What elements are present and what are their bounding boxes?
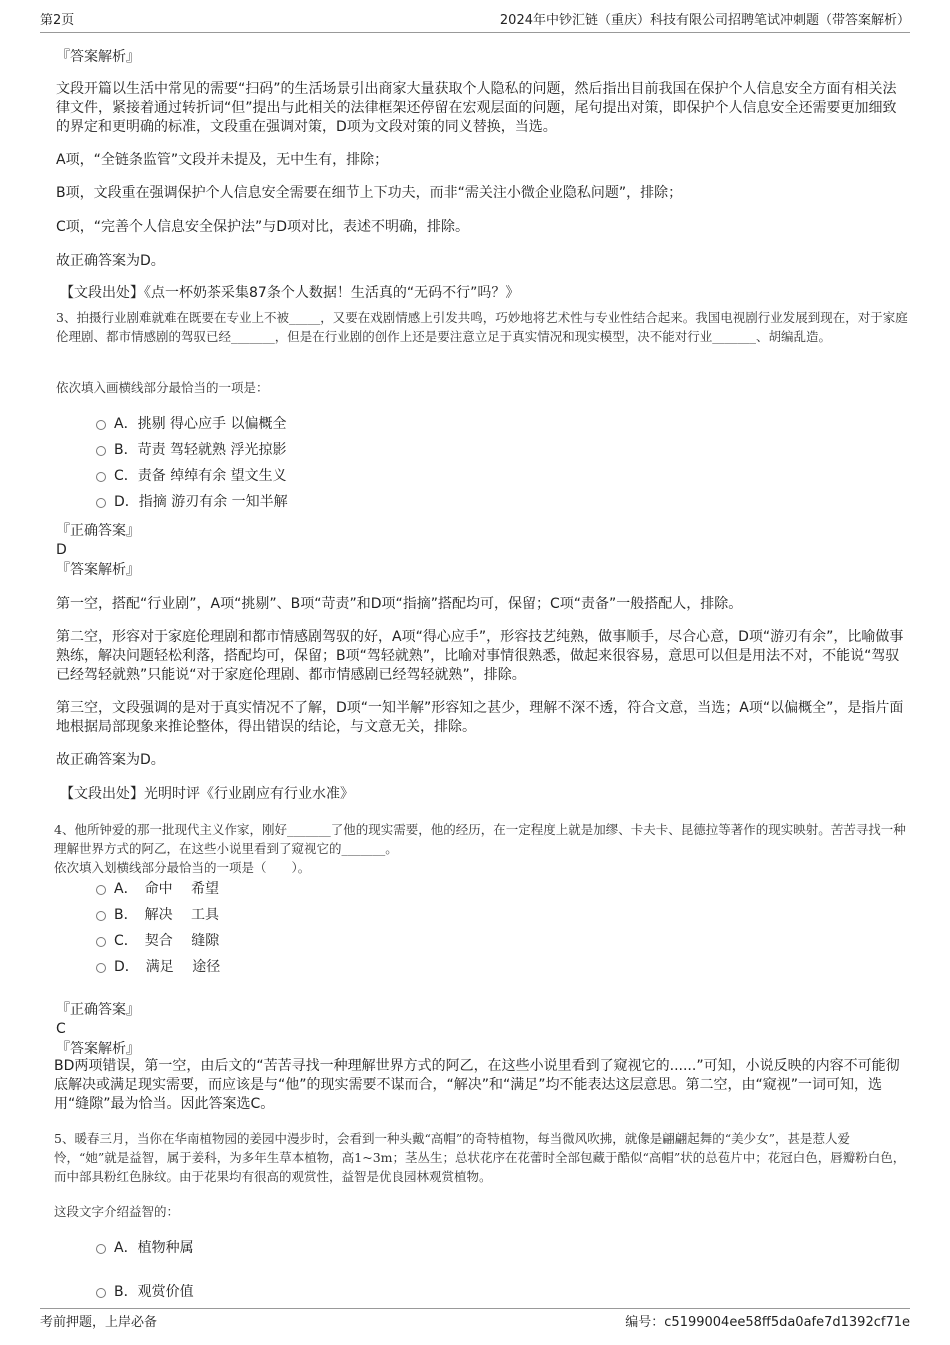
- option-a[interactable]: A．挑剔 得心应手 以偏概全: [56, 414, 910, 440]
- question-4-prompt: 依次填入划横线部分最恰当的一项是（ ）。: [54, 860, 311, 875]
- analysis-paragraph: 文段开篇以生活中常见的需要“扫码”的生活场景引出商家大量获取个人隐私的问题，然后指出目前我国在保护个人信息安全方面有相关法律文件，紧接着通过转折词“但”提出与此相关的法律框架还停留在宏观层面的问题，尾句提出对策，即保护个人信息安全还需要更加细致的界定和更明确的标准，文段重在强调对策，D项为文段对策的同义替换，当选。: [56, 81, 897, 135]
- correct-answer: C: [56, 1021, 66, 1037]
- analysis-label: 『答案解析』: [56, 562, 140, 578]
- footer-slogan: 考前押题，上岸必备: [40, 1315, 158, 1330]
- analysis-label: 『答案解析』: [56, 1041, 140, 1057]
- option-b[interactable]: B． 解决 工具: [56, 905, 910, 931]
- correct-answer-label: 『正确答案』: [56, 523, 140, 539]
- option-a[interactable]: A． 命中 希望: [56, 879, 910, 905]
- radio-icon[interactable]: [96, 446, 106, 456]
- analysis-option-a: A项，“全链条监管”文段并未提及，无中生有，排除；: [56, 152, 389, 168]
- option-b[interactable]: B．苛责 驾轻就熟 浮光掠影: [56, 440, 910, 466]
- analysis-paragraph-2: 第二空，形容对于家庭伦理剧和都市情感剧驾驭的好，A项“得心应手”，形容技艺纯熟，做事顺手，尽合心意，D项“游刃有余”，比喻做事熟练，解决问题轻松利落，搭配均可，保留；B项“驾轻就熟”，比喻对事情很熟悉，做起来很容易，意思可以但是用法不对，不能说“驾驭已经驾轻就熟”只能说“对于家庭伦理剧、都市情感剧已经驾轻就熟”，排除。: [56, 629, 904, 683]
- question-3-prompt: 依次填入画横线部分最恰当的一项是：: [56, 380, 269, 395]
- passage-source: 【文段出处】《点一杯奶茶采集87条个人数据！生活真的“无码不行”吗？》: [60, 285, 520, 301]
- radio-icon[interactable]: [96, 472, 106, 482]
- question-5-prompt: 这段文字介绍益智的：: [54, 1204, 180, 1219]
- analysis-conclusion: 故正确答案为D。: [56, 752, 165, 768]
- correct-answer-label: 『正确答案』: [56, 1002, 140, 1018]
- option-c[interactable]: C．责备 绰绰有余 望文生义: [56, 466, 910, 492]
- analysis-option-c: C项，“完善个人信息安全保护法”与D项对比，表述不明确，排除。: [56, 219, 470, 235]
- analysis-label: 『答案解析』: [56, 49, 140, 65]
- option-c[interactable]: C． 契合 缝隙: [56, 931, 910, 957]
- document-id: 编号：c5199004ee58ff5da0afe7d1392cf71e: [625, 1315, 910, 1330]
- document-title: 2024年中钞汇链（重庆）科技有限公司招聘笔试冲刺题（带答案解析）: [499, 13, 910, 28]
- radio-icon[interactable]: [96, 885, 106, 895]
- page-header: [40, 10, 910, 33]
- option-d[interactable]: D．指摘 游刃有余 一知半解: [56, 492, 910, 518]
- question-4-stem: 4、他所钟爱的那一批现代主义作家，刚好_______了他的现实需要，他的经历，在一定程度上就是加缪、卡夫卡、昆德拉等著作的现实映射。苦苦寻找一种理解世界方式的阿乙，在这些小说里看到了窥视它的_______。: [54, 822, 906, 856]
- analysis-paragraph-1: 第一空，搭配“行业剧”，A项“挑剔”、B项“苛责”和D项“指摘”搭配均可，保留；C项“责备”一般搭配人，排除。: [56, 596, 743, 612]
- page-number: 第2页: [40, 13, 75, 28]
- option-a[interactable]: A．植物种属: [56, 1238, 910, 1282]
- option-d[interactable]: D． 满足 途径: [56, 957, 910, 983]
- analysis-conclusion: 故正确答案为D。: [56, 253, 165, 269]
- radio-icon[interactable]: [96, 498, 106, 508]
- question-3-stem: 3、拍摄行业剧难就难在既要在专业上不被_____，又要在戏剧情感上引发共鸣，巧妙地将艺术性与专业性结合起来。我国电视剧行业发展到现在，对于家庭伦理剧、都市情感剧的驾驭已经_______，但是在行业剧的创作上还是要注意立足于真实情况和现实模型，决不能对行业_______、胡编乱造。: [56, 310, 908, 344]
- analysis-option-b: B项，文段重在强调保护个人信息安全需要在细节上下功夫，而非“需关注小微企业隐私问题”，排除；: [56, 185, 683, 201]
- question-3-options: [56, 414, 910, 518]
- page-footer: [40, 1308, 910, 1333]
- question-4-options: [56, 879, 910, 983]
- option-b[interactable]: B．观赏价值: [56, 1282, 910, 1308]
- radio-icon[interactable]: [96, 1244, 106, 1254]
- passage-source: 【文段出处】光明时评《行业剧应有行业水准》: [60, 786, 354, 802]
- radio-icon[interactable]: [96, 420, 106, 430]
- correct-answer: D: [56, 542, 67, 558]
- question-5-stem: 5、暖春三月，当你在华南植物园的姜园中漫步时，会看到一种头戴“高帽”的奇特植物，每当微风吹拂，就像是翩翩起舞的“美少女”，甚是惹人爱怜，“她”就是益智，属于姜科，为多年生草本植物，高1~3m；茎丛生；总状花序在花蕾时全部包藏于酷似“高帽”状的总苞片中；花冠白色，唇瓣粉白色，而中部具粉红色脉纹。由于花果均有很高的观赏性，益智是优良园林观赏植物。: [54, 1131, 906, 1184]
- radio-icon[interactable]: [96, 963, 106, 973]
- question-5-options: [56, 1238, 910, 1308]
- analysis-paragraph-3: 第三空，文段强调的是对于真实情况不了解，D项“一知半解”形容知之甚少，理解不深不透，符合文意，当选；A项“以偏概全”，是指片面地根据局部现象来推论整体，得出错误的结论，与文意无关，排除。: [56, 700, 904, 735]
- analysis-paragraph: BD两项错误，第一空，由后文的“苦苦寻找一种理解世界方式的阿乙，在这些小说里看到了窥视它的......”可知，小说反映的内容不可能彻底解决或满足现实需要，而应该是与“他”的现实需要不谋而合，“解决”和“满足”均不能表达这层意思。第二空，由“窥视”一词可知，选用“缝隙”最为恰当。因此答案选C。: [54, 1058, 900, 1112]
- radio-icon[interactable]: [96, 911, 106, 921]
- radio-icon[interactable]: [96, 937, 106, 947]
- radio-icon[interactable]: [96, 1288, 106, 1298]
